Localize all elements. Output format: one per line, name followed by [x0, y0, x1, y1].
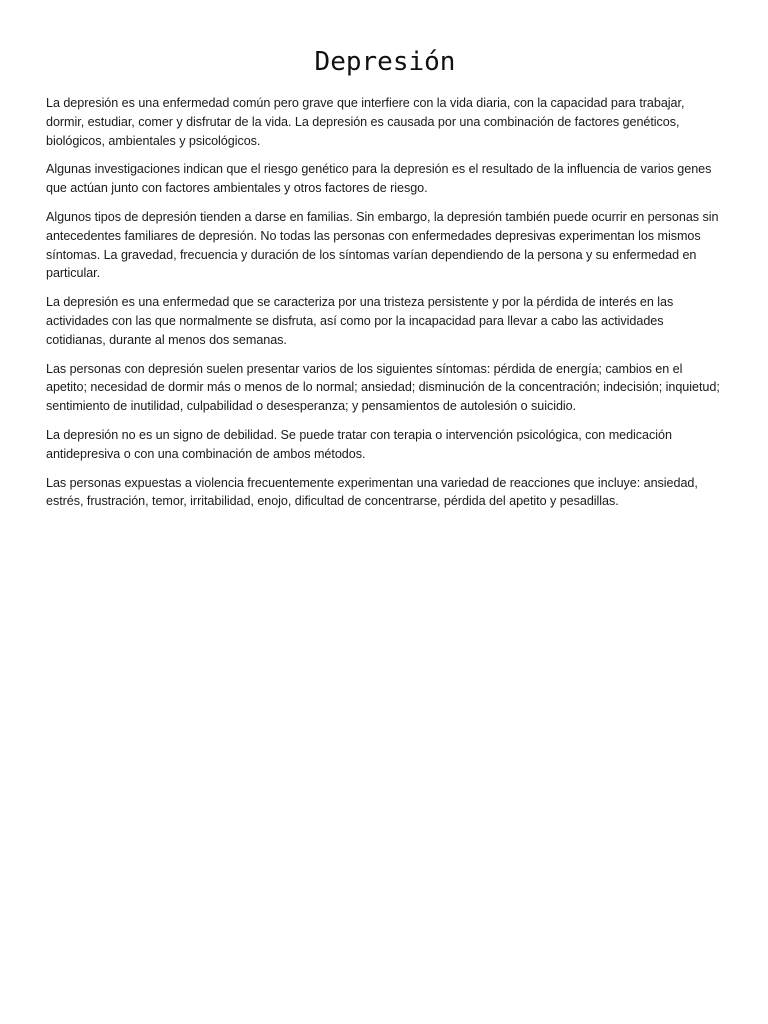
paragraph-1: La depresión es una enfermedad común pero grave que interfiere con la vida diaria, con la capacidad para trabajar, dormir, estudiar, comer y disfrutar de la vida. La depresión es causada por una combinación de factores genéticos, biológicos, ambientales y psicológicos.: [46, 96, 685, 148]
paragraph-5: Las personas con depresión suelen presentar varios de los siguientes síntomas: pérdida de energía; cambios en el apetito; necesidad de dormir más o menos de lo normal; ansiedad; disminución de la concentración; indecisión; inquietud; sentimiento de inutilidad, culpabilidad o desesperanza; y pensamientos de autolesión o suicidio.: [46, 361, 720, 414]
paragraph-2: Algunas investigaciones indican que el riesgo genético para la depresión es el resultado de la influencia de varios genes que actúan junto con factores ambientales y otros factores de riesgo.: [46, 162, 712, 196]
paragraph-4: La depresión es una enfermedad que se caracteriza por una tristeza persistente y por la pérdida de interés en las actividades con las que normalmente se disfruta, así como por la incapacidad para llevar a cabo las actividades cotidianas, durante al menos dos semanas.: [46, 295, 674, 347]
paragraph-7: Las personas expuestas a violencia frecuentemente experimentan una variedad de reacciones que incluye: ansiedad, estrés, frustración, temor, irritabilidad, enojo, dificultad de concentrarse, pérdida del apetito y pesadillas.: [46, 475, 698, 509]
paragraph-3: Algunos tipos de depresión tienden a darse en familias. Sin embargo, la depresión también puede ocurrir en personas sin antecedentes familiares de depresión. No todas las personas con enfermedades depresivas experimentan los mismos síntomas. La gravedad, frecuencia y duración de los síntomas varían dependiendo de la persona y su enfermedad en particular.: [46, 209, 719, 281]
document-title: Depresión: [314, 47, 456, 77]
paragraph-6: La depresión no es un signo de debilidad. Se puede tratar con terapia o intervención psicológica, con medicación antidepresiva o con una combinación de ambos métodos.: [46, 427, 672, 461]
